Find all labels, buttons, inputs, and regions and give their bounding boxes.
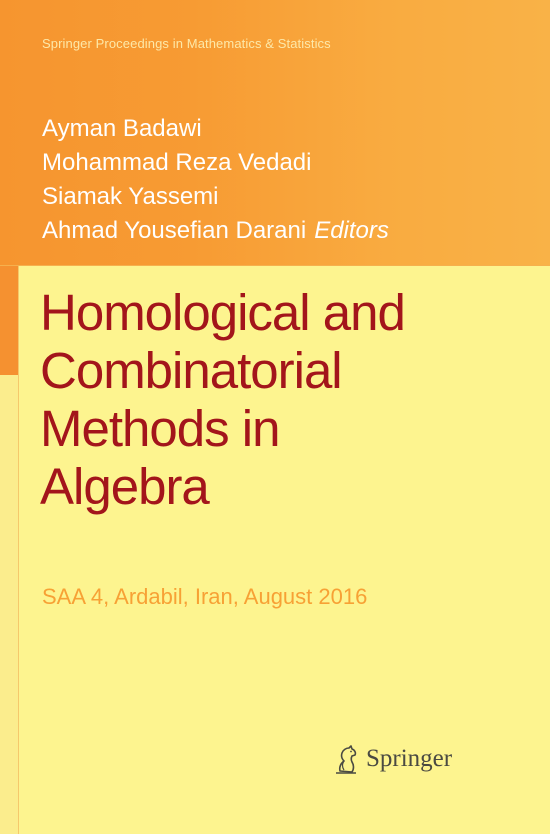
title-line: Combinatorial	[40, 342, 342, 399]
editor-name: Ahmad Yousefian Darani	[42, 217, 307, 244]
series-name: Springer Proceedings in Mathematics & Statistics	[42, 36, 331, 51]
editor-name: Mohammad Reza Vedadi	[42, 149, 312, 176]
publisher-name: Springer	[366, 745, 453, 772]
left-strip-light	[0, 375, 18, 834]
title-line: Homological and	[40, 284, 405, 341]
editors-role: Editors	[314, 217, 389, 244]
book-subtitle: SAA 4, Ardabil, Iran, August 2016	[42, 584, 368, 609]
title-line: Methods in	[40, 400, 280, 457]
vertical-divider	[18, 265, 19, 834]
book-title	[40, 284, 405, 516]
title-line: Algebra	[40, 458, 209, 515]
horizontal-divider	[0, 265, 550, 266]
springer-horse-icon	[330, 743, 360, 775]
editor-name: Siamak Yassemi	[42, 183, 219, 210]
editors-list	[42, 112, 389, 248]
left-strip-accent	[0, 265, 18, 375]
editor-name: Ayman Badawi	[42, 115, 202, 142]
publisher-logo	[330, 743, 452, 775]
editor-name-last	[42, 214, 389, 248]
